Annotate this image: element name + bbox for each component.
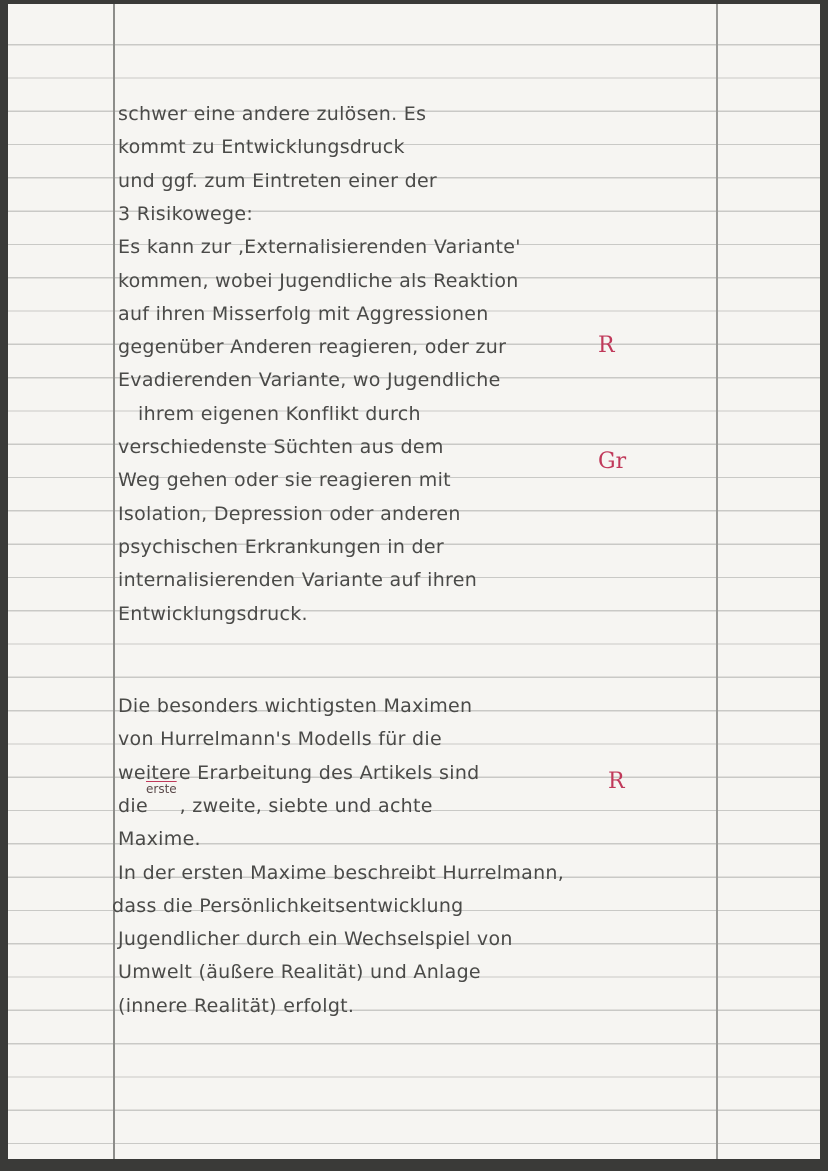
text-line: schwer eine andere zulösen. Es [118, 103, 427, 125]
text-line: auf ihren Misserfolg mit Aggressionen [118, 302, 489, 325]
text-line: internalisierenden Variante auf ihren [118, 569, 478, 592]
text-line: Isolation, Depression oder anderen [118, 502, 461, 525]
text-line: Es kann zur ‚Externalisierenden Variante' [118, 236, 521, 259]
correction-mark-r: R [608, 769, 625, 794]
text-line: weitere Erarbeitung des Artikels sind [118, 761, 480, 784]
inserted-word: erste [146, 782, 177, 796]
text-line: verschiedenste Süchten aus dem [118, 436, 444, 458]
text-line: Entwicklungsdruck. [118, 602, 308, 625]
text-line: und ggf. zum Eintreten einer der [118, 169, 438, 192]
text-line: Jugendlicher durch ein Wechselspiel von [118, 928, 513, 951]
text-line: Weg gehen oder sie reagieren mit [118, 469, 451, 492]
text-line: kommen, wobei Jugendliche als Reaktion [118, 269, 519, 292]
text-line: Evadierenden Variante, wo Jugendliche [118, 369, 501, 392]
text-line: In der ersten Maxime beschreibt Hurrelmann, [118, 861, 565, 884]
notebook-page [8, 4, 820, 1159]
text-line: Die besonders wichtigsten Maximen [118, 695, 473, 717]
correction-mark-r: R [598, 333, 615, 358]
text-line: die , zweite, siebte und achte [118, 794, 433, 817]
text-line: 3 Risikowege: [118, 202, 254, 225]
text-line: gegenüber Anderen reagieren, oder zur [118, 336, 507, 359]
text-line: Maxime. [118, 828, 201, 851]
correction-mark-gr: Gr [598, 449, 627, 474]
text-line: kommt zu Entwicklungsdruck [118, 136, 405, 159]
text-line: Umwelt (äußere Realität) und Anlage [118, 961, 481, 984]
text-line: (innere Realität) erfolgt. [118, 994, 355, 1017]
text-line: dass die Persönlichkeitsentwicklung [112, 894, 464, 917]
handwritten-text [8, 4, 820, 1159]
text-line: psychischen Erkrankungen in der [118, 535, 445, 558]
text-line: von Hurrelmann's Modells für die [118, 728, 442, 751]
text-line: ihrem eigenen Konflikt durch [138, 402, 421, 425]
